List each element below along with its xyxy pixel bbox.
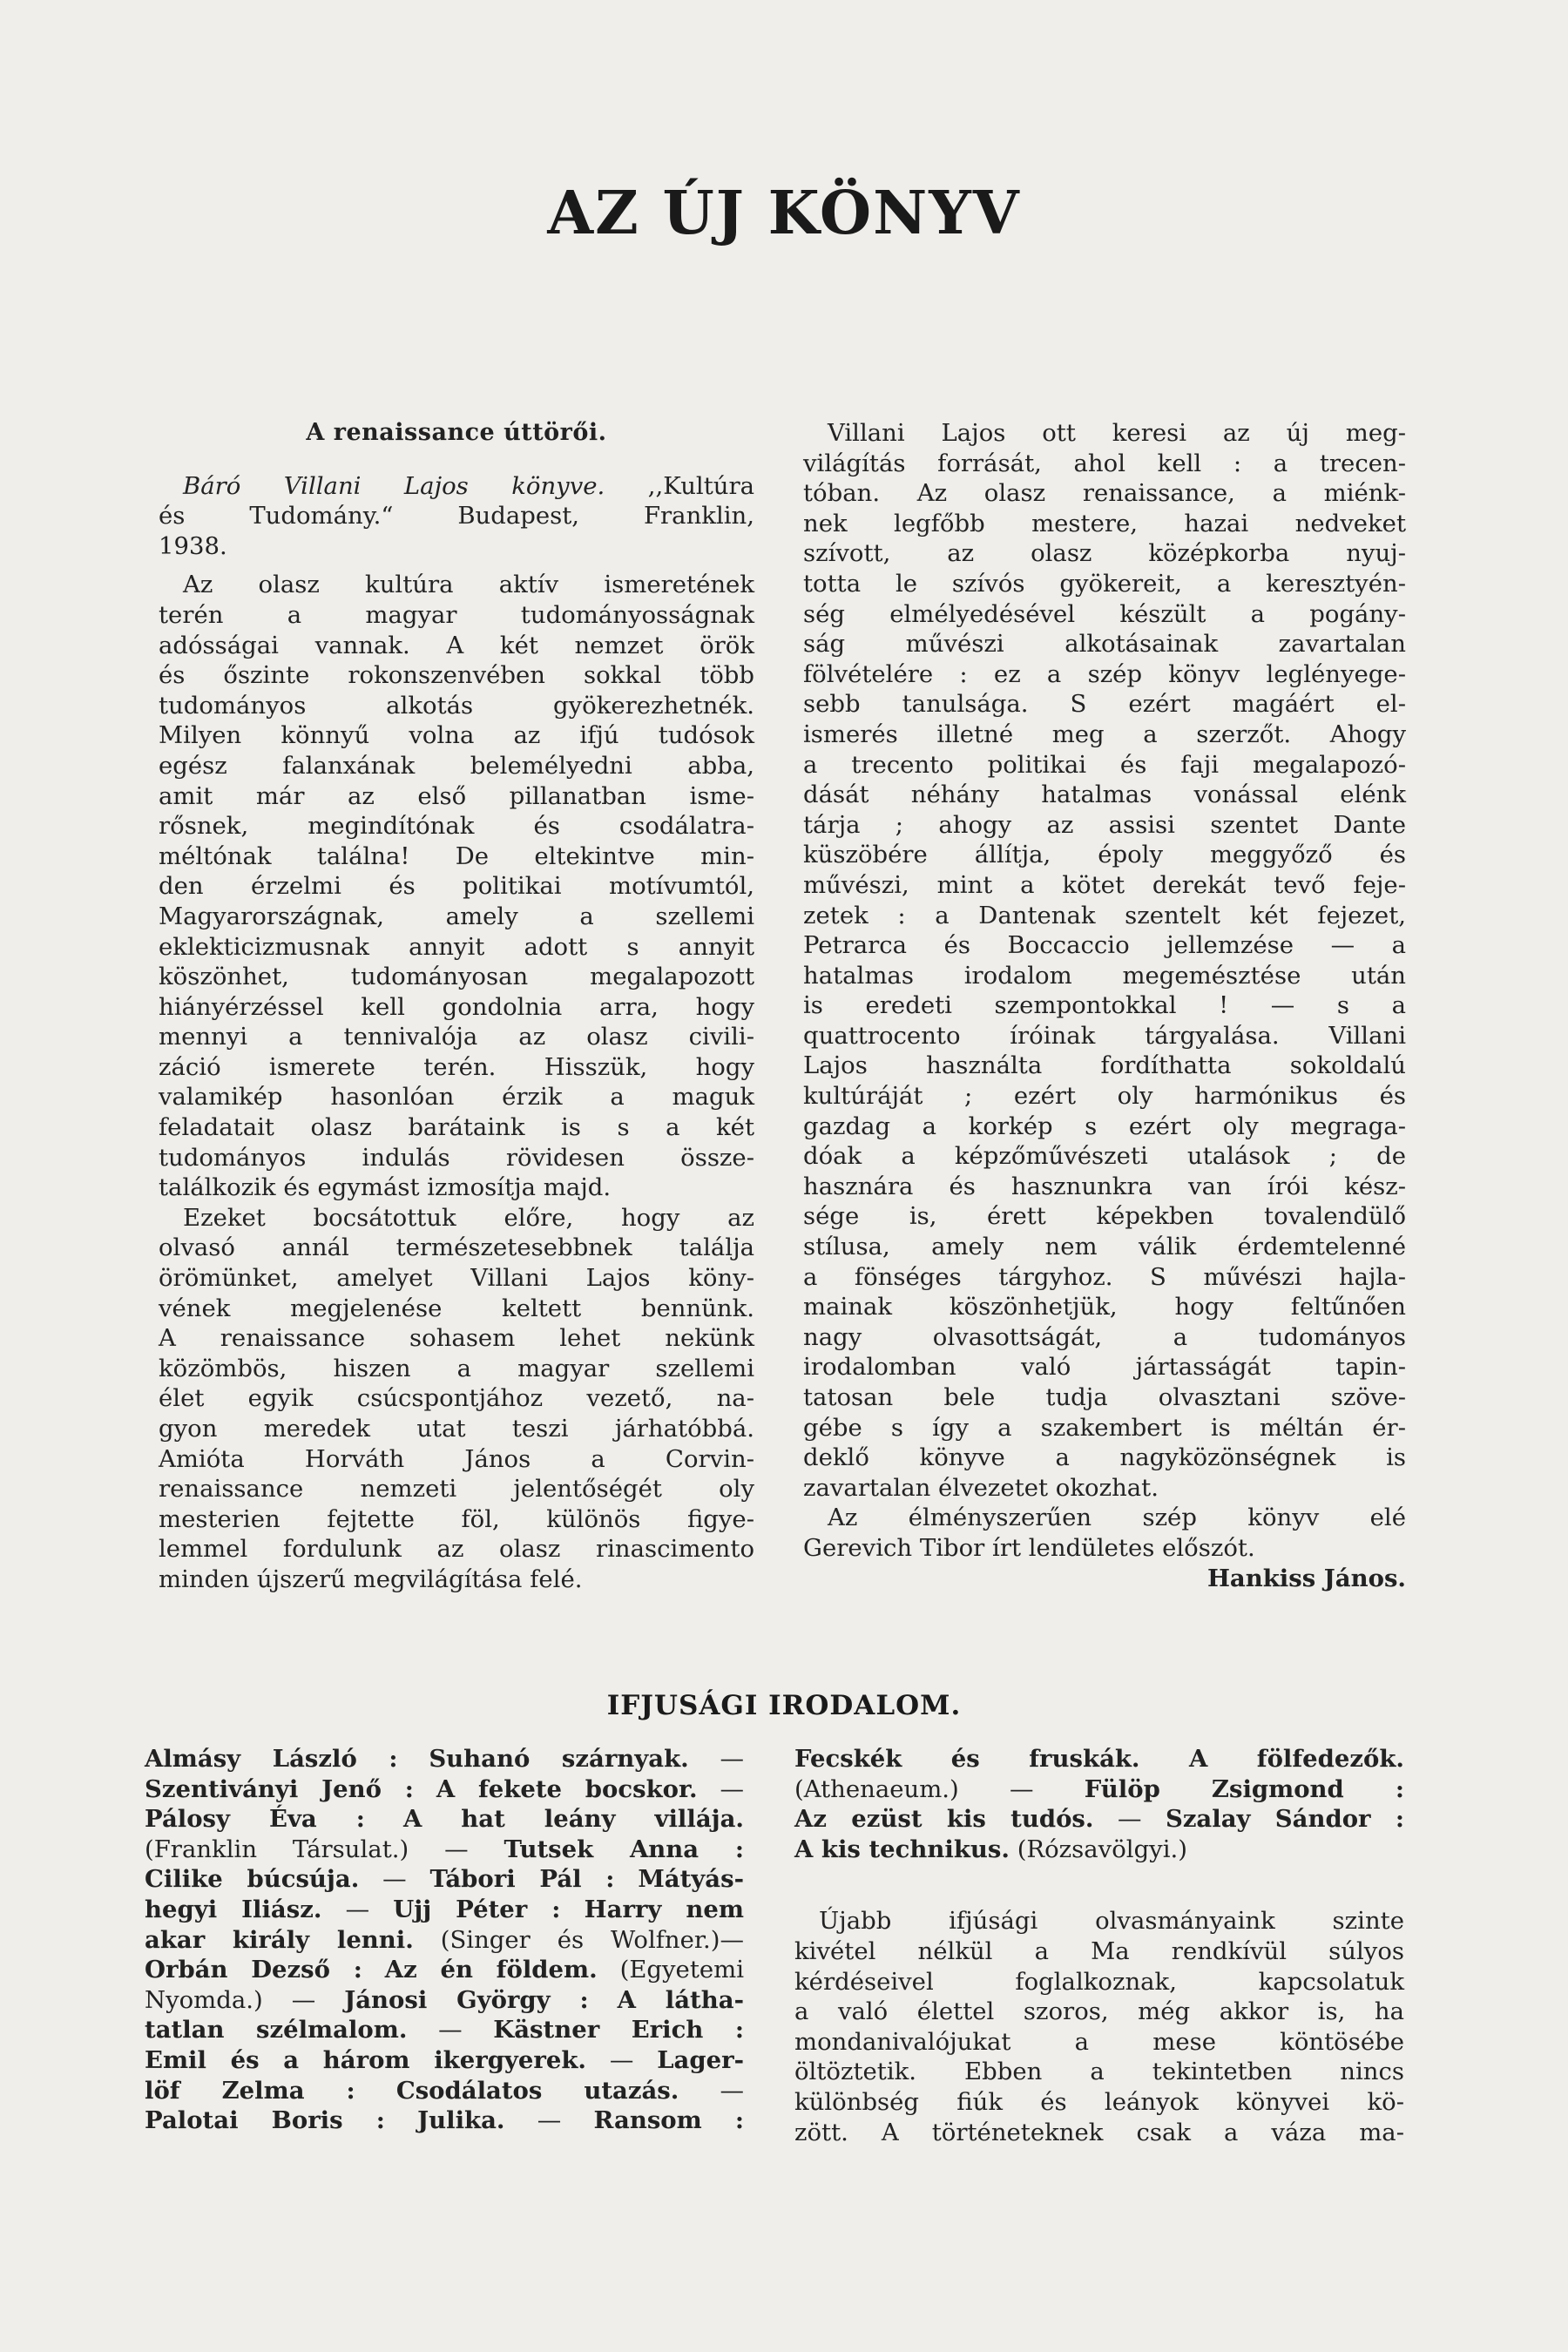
paragraph-line: Ezeket bocsátottuk előre, hogy az (183, 1203, 754, 1232)
paragraph-line: szívott, az olasz középkorba nyuj- (803, 539, 1406, 568)
paragraph-line: fölvételére : ez a szép könyv leglényege- (803, 659, 1406, 688)
paragraph-line: sebb tanulsága. S ezért magáért el- (803, 690, 1406, 719)
paragraph-line: ismerés illetné meg a szerzőt. Ahogy (803, 720, 1406, 748)
citation-line: 1938. (159, 531, 227, 560)
paragraph-line: Gerevich Tibor írt lendületes előszót. (803, 1533, 1255, 1562)
paragraph-line: tatosan bele tudja olvasztani szöve- (803, 1383, 1406, 1411)
paragraph-line: valamikép hasonlóan érzik a maguk (159, 1083, 754, 1112)
paragraph-line: feladatait olasz barátaink is s a két (159, 1113, 754, 1142)
youth-right-column (794, 1744, 1404, 2147)
paragraph-line: élet egyik csúcspontjához vezető, na- (159, 1384, 754, 1413)
paragraph-line: tudományos alkotás gyökerezhetnék. (159, 691, 754, 720)
book-list-line: Az ezüst kis tudós. — Szalay Sándor : (794, 1805, 1404, 1834)
paragraph-line: nagy olvasottságát, a tudományos (803, 1322, 1406, 1351)
paragraph-line: tudományos indulás rövidesen össze- (159, 1143, 754, 1172)
paragraph-line: Az olasz kultúra aktív ismeretének (183, 571, 754, 599)
book-list-line: Almásy László : Suhanó szárnyak. — (145, 1745, 744, 1773)
review-left-body (159, 570, 754, 1594)
citation-line (159, 471, 754, 502)
paragraph-line: ség elmélyedésével készült a pogány- (803, 599, 1406, 628)
paragraph-line: terén a magyar tudományosságnak (159, 600, 754, 629)
youth-section-heading: IFJUSÁGI IRODALOM. (606, 1690, 962, 1721)
paragraph-line: vének megjelenése keltett bennünk. (159, 1294, 754, 1322)
paragraph-line: totta le szívós gyökereit, a keresztyén- (803, 569, 1406, 598)
paragraph-line: eklekticizmusnak annyit adott s annyit (159, 932, 754, 961)
paragraph-line: közömbös, hiszen a magyar szellemi (159, 1354, 754, 1382)
paragraph-line: zavartalan élvezetet okozhat. (803, 1473, 1159, 1502)
paragraph-line: öltöztetik. Ebben a tekintetben nincs (794, 2058, 1404, 2086)
book-list-line: akar király lenni. (Singer és Wolfner.)— (145, 1925, 745, 1954)
review-right-body (803, 418, 1406, 1564)
paragraph-line: Magyarországnak, amely a szellemi (159, 902, 754, 930)
paragraph-line: gébe s így a szakembert is méltán ér- (803, 1413, 1406, 1442)
paragraph-line: stílusa, amely nem válik érdemtelenné (803, 1233, 1406, 1261)
paragraph-line: gazdag a korkép s ezért oly megraga- (803, 1112, 1406, 1140)
citation-line: és Tudomány.“ Budapest, Franklin, (159, 502, 754, 531)
paragraph-line: olvasó annál természetesebbnek találja (159, 1233, 754, 1262)
paragraph-line: záció ismerete terén. Hisszük, hogy (159, 1052, 754, 1081)
paragraph-line: Milyen könnyű volna az ifjú tudósok (159, 721, 754, 750)
paragraph-line: örömünket, amelyet Villani Lajos köny- (159, 1264, 754, 1293)
paragraph-line: kivétel nélkül a Ma rendkívül súlyos (794, 1936, 1404, 1965)
paragraph-line: hiányérzéssel kell gondolnia arra, hogy (159, 992, 754, 1021)
paragraph-line: zetek : a Dantenak szentelt két fejezet, (803, 901, 1406, 929)
paragraph-line: Lajos használta fordíthatta sokoldalú (803, 1051, 1406, 1080)
paragraph-line: renaissance nemzeti jelentőségét oly (159, 1475, 754, 1504)
youth-book-list (145, 1744, 744, 2136)
paragraph-line: találkozik és egymást izmosítja majd. (159, 1173, 612, 1202)
paragraph-line: ság művészi alkotásainak zavartalan (803, 630, 1406, 659)
paragraph-line: minden újszerű megvilágítása felé. (159, 1565, 583, 1593)
paragraph-line: mainak köszönhetjük, hogy feltűnően (803, 1293, 1406, 1321)
book-list-line: (Athenaeum.) — Fülöp Zsigmond : (794, 1774, 1405, 1803)
book-list-line: Pálosy Éva : A hat leány villája. (145, 1805, 744, 1834)
paragraph-line: hatalmas irodalom megemésztése után (803, 961, 1406, 990)
paragraph-line: adósságai vannak. A két nemzet örök (159, 631, 754, 659)
book-list-line: Palotai Boris : Julika. — Ransom : (145, 2106, 744, 2135)
review-signature: Hankiss János. (1206, 1564, 1406, 1592)
paragraph-gap (794, 1864, 1404, 1906)
paragraph-line: sége is, érett képekben tovalendülő (803, 1202, 1406, 1231)
paragraph-line: irodalomban való jártasságát tapin- (803, 1353, 1406, 1382)
book-list-line: hegyi Iliász. — Ujj Péter : Harry nem (145, 1895, 744, 1923)
book-list-line: löf Zelma : Csodálatos utazás. — (145, 2076, 745, 2105)
book-list-line: Cilike búcsúja. — Tábori Pál : Mátyás- (145, 1865, 744, 1894)
review-heading: A renaissance úttörői. (306, 419, 607, 446)
paragraph-line: és őszinte rokonszenvében sokkal több (159, 661, 754, 690)
book-list-line: (Franklin Társulat.) — Tutsek Anna : (145, 1835, 744, 1863)
book-list-line: Emil és a három ikergyerek. — Lager- (145, 2045, 745, 2074)
paragraph-line: A renaissance sohasem lehet nekünk (159, 1324, 754, 1353)
citation-series: ,,Kultúra (647, 471, 754, 500)
paragraph-line: kultúráját ; ezért oly harmónikus és (803, 1082, 1406, 1111)
youth-left-column (145, 1744, 744, 2136)
paragraph-line: dóak a képzőművészeti utalások ; de (803, 1142, 1406, 1171)
paragraph-line: tárja ; ahogy az assisi szentet Dante (803, 810, 1406, 839)
youth-book-list-continued (794, 1744, 1404, 1864)
review-left-column (159, 418, 754, 1595)
paragraph-line: világítás forrását, ahol kell : a trecen- (803, 449, 1406, 477)
book-list-line: Fecskék és fruskák. A fölfedezők. (794, 1745, 1404, 1773)
paragraph-line: zött. A történeteknek csak a váza ma- (794, 2118, 1404, 2146)
paragraph-line: is eredeti szempontokkal ! — s a (803, 991, 1406, 1020)
paragraph-line: Villani Lajos ott keresi az új meg- (828, 419, 1406, 447)
book-list-line: tatlan szélmalom. — Kästner Erich : (145, 2016, 744, 2044)
book-list-line: A kis technikus. (Rózsavölgyi.) (794, 1835, 1187, 1863)
paragraph-line: hasznára és hasznunkra van írói kész- (803, 1172, 1406, 1200)
paragraph-line: köszönhet, tudományosan megalapozott (159, 963, 754, 991)
book-list-line: Szentiványi Jenő : A fekete bocskor. — (145, 1774, 744, 1803)
citation-author-title: Báró Villani Lajos könyve. (183, 471, 605, 500)
paragraph-line: különbség fiúk és leányok könyvei kö- (794, 2087, 1404, 2116)
paragraph-line: Petrarca és Boccaccio jellemzése — a (803, 931, 1406, 960)
paragraph-line: Újabb ifjúsági olvasmányaink szinte (819, 1907, 1404, 1936)
paragraph-line: művészi, mint a kötet derekát tevő feje- (803, 870, 1406, 899)
paragraph-line: a trecento politikai és faji megalapozó- (803, 750, 1406, 779)
paragraph-line: mondanivalójukat a mese köntösébe (794, 2027, 1404, 2056)
page-title: AZ ÚJ KÖNYV (547, 179, 1021, 248)
youth-right-body (794, 1906, 1404, 2147)
paragraph-line: den érzelmi és politikai motívumtól, (159, 872, 754, 901)
paragraph-line: amit már az első pillanatban isme- (159, 781, 754, 810)
bleed-through-text (148, 301, 156, 330)
paragraph-line: rősnek, megindítónak és csodálatra- (159, 812, 754, 841)
book-list-line: Nyomda.) — Jánosi György : A látha- (145, 1985, 744, 2014)
paragraph-line: Az élményszerűen szép könyv elé (828, 1504, 1406, 1532)
paragraph-line: dását néhány hatalmas vonással elénk (803, 781, 1406, 809)
book-list-line: Orbán Dezső : Az én földem. (Egyetemi (145, 1956, 745, 1984)
paragraph-line: nek legfőbb mestere, hazai nedveket (803, 509, 1406, 537)
paragraph-line: lemmel fordulunk az olasz rinascimento (159, 1535, 754, 1564)
paragraph-line: deklő könyve a nagyközönségnek is (803, 1443, 1406, 1472)
paragraph-line: küszöbére állítja, époly meggyőző és (803, 841, 1406, 869)
paragraph-line: a való élettel szoros, még akkor is, ha (794, 1997, 1404, 2026)
paragraph-line: quattrocento íróinak tárgyalása. Villani (803, 1021, 1406, 1050)
paragraph-line: mennyi a tennivalója az olasz civili- (159, 1023, 754, 1051)
paragraph-line: kérdéseivel foglalkoznak, kapcsolatuk (794, 1967, 1404, 1996)
paragraph-line: egész falanxának belemélyedni abba, (159, 751, 754, 780)
paragraph-line: méltónak találna! De eltekintve min- (159, 841, 754, 870)
paragraph-line: mesterien fejtette föl, különös figye- (159, 1504, 754, 1533)
paragraph-line: Amióta Horváth János a Corvin- (159, 1444, 754, 1473)
paragraph-line: tóban. Az olasz renaissance, a miénk- (803, 479, 1406, 508)
paragraph-line: a fönséges tárgyhoz. S művészi hajla- (803, 1262, 1406, 1291)
review-right-column (803, 418, 1406, 1593)
paragraph-line: gyon meredek utat teszi járhatóbbá. (159, 1415, 754, 1443)
